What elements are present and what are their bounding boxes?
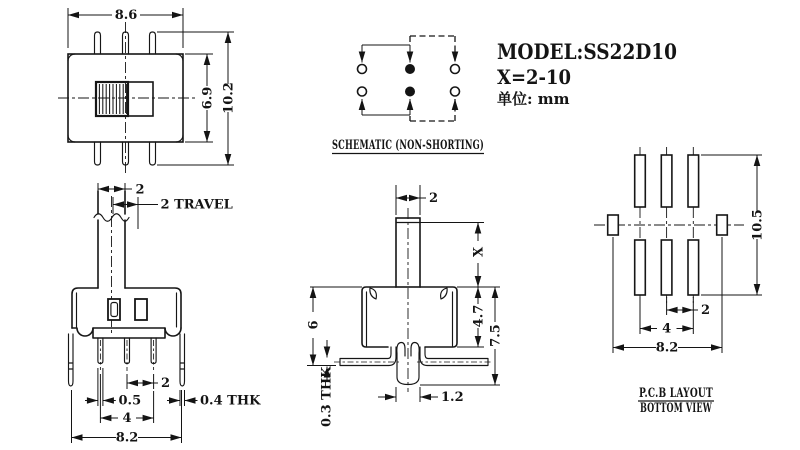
dim-front-pin-width: 0.5 — [118, 393, 142, 409]
slider-opening — [96, 82, 153, 116]
dim-pcb-pad-span: 8.2 — [655, 340, 679, 356]
x-spec: X=2-10 — [497, 65, 571, 89]
dim-front-travel: 2 TRAVEL — [160, 197, 233, 213]
dim-pcb-column-height: 10.5 — [750, 209, 766, 241]
model-number: MODEL:SS22D10 — [497, 39, 677, 64]
terminal-open — [451, 65, 460, 74]
dim-side-stem-height: X — [471, 246, 487, 258]
pcb-slot — [688, 240, 699, 295]
terminal-common — [405, 87, 415, 97]
pcb-slot — [661, 240, 672, 295]
dim-side-body-height: 4.7 — [471, 304, 487, 328]
pcb-side-pad — [608, 215, 619, 235]
schematic-caption: SCHEMATIC (NON-SHORTING) — [332, 138, 484, 153]
body-hole-right — [135, 299, 147, 320]
pcb-caption-line2: BOTTOM VIEW — [640, 401, 713, 416]
dim-pcb-outer-hole-span: 4 — [662, 321, 672, 337]
terminal-common — [405, 64, 415, 74]
dim-side-body-to-pin: 6 — [306, 320, 322, 330]
pcb-slot — [661, 155, 672, 207]
dim-side-overall-height: 7.5 — [488, 324, 504, 347]
terminal-open — [358, 87, 367, 96]
pcb-slot — [635, 240, 646, 295]
dim-front-overall-width: 8.2 — [115, 430, 139, 446]
dim-front-outer-pin-span: 4 — [122, 411, 132, 426]
dim-side-pin-thickness: 0.3 THK — [319, 366, 335, 427]
terminal-open — [451, 87, 460, 96]
pcb-slot — [635, 155, 646, 207]
pcb-slot — [688, 155, 699, 207]
pcb-caption-line1: P.C.B LAYOUT — [639, 386, 714, 401]
dim-front-bracket-thickness: 0.4 THK — [200, 393, 261, 409]
dim-side-post-width: 1.2 — [441, 390, 464, 405]
units-label: 单位: mm — [497, 90, 570, 108]
pcb-side-pad — [717, 215, 728, 235]
terminal-open — [358, 65, 367, 74]
dim-top-inner-height: 6.9 — [200, 86, 216, 110]
dim-pcb-hole-pitch: 2 — [701, 303, 711, 318]
dim-side-stem-width: 2 — [429, 191, 439, 206]
dim-top-total-height: 10.2 — [221, 82, 237, 114]
dim-front-stem-width: 2 — [135, 182, 145, 198]
dim-top-body-width: 8.6 — [114, 8, 138, 23]
dim-front-pin-pitch: 2 — [161, 376, 171, 391]
